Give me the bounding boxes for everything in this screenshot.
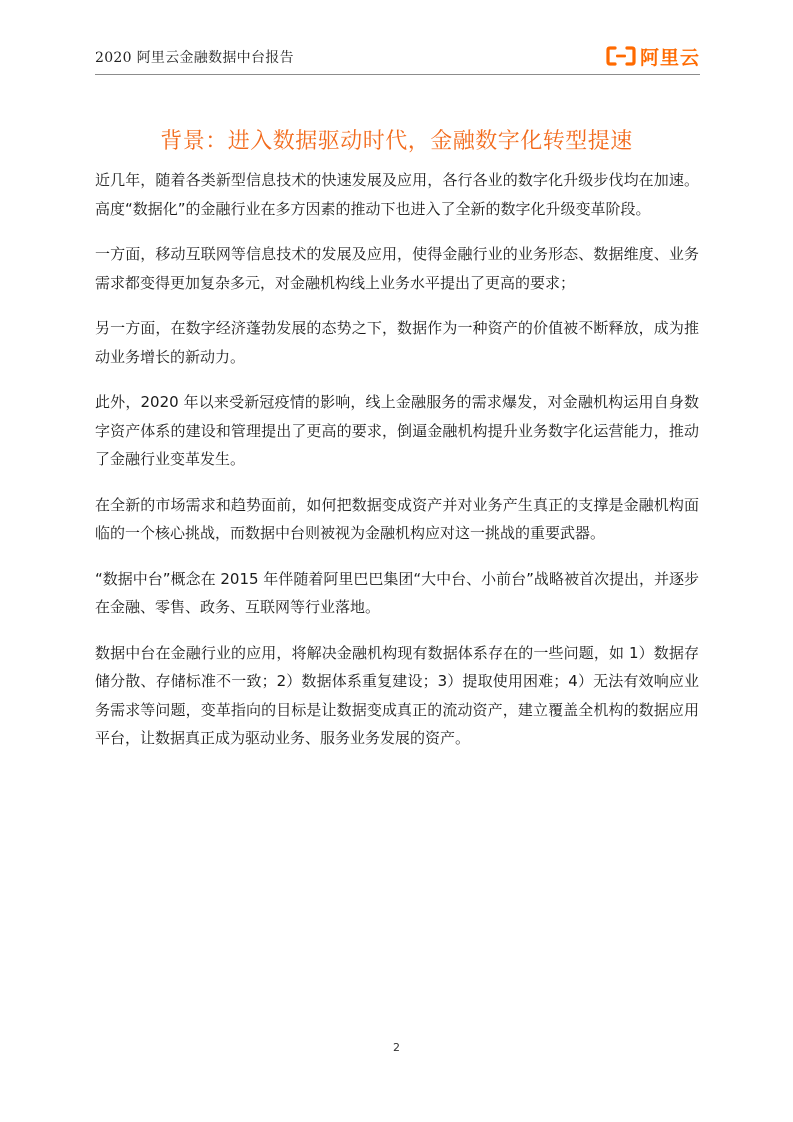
paragraph-3: 另一方面，在数字经济蓬勃发展的态势之下，数据作为一种资产的价值被不断释放，成为推动业务增长的新动力。 xyxy=(95,319,699,366)
page-header xyxy=(95,40,700,75)
paragraph-2: 一方面，移动互联网等信息技术的发展及应用，使得金融行业的业务形态、数据维度、业务需求都变得更加复杂多元，对金融机构线上业务水平提出了更高的要求； xyxy=(95,245,699,292)
paragraph-4: 此外，2020 年以来受新冠疫情的影响，线上金融服务的需求爆发，对金融机构运用自身数字资产体系的建设和管理提出了更高的要求，倒逼金融机构提升业务数字化运营能力，推动了金融行业变革发生。 xyxy=(95,393,699,468)
paragraph-7: 数据中台在金融行业的应用，将解决金融机构现有数据体系存在的一些问题，如 1）数据存储分散、存储标准不一致；2）数据体系重复建设；3）提取使用困难；4）无法有效响应业务需求等问题，变革指向的目标是让数据变成真正的流动资产，建立覆盖全机构的数据应用平台，让数据真正成为驱动业务、服务业务发展的资产。 xyxy=(95,643,699,747)
header-title: 2020 阿里云金融数据中台报告 xyxy=(95,50,294,66)
body-content xyxy=(95,166,699,770)
page-number: 2 xyxy=(393,1041,400,1054)
aliyun-bracket-icon xyxy=(606,46,636,66)
paragraph-5: 在全新的市场需求和趋势面前，如何把数据变成资产并对业务产生真正的支撑是金融机构面临的一个核心挑战，而数据中台则被视为金融机构应对这一挑战的重要武器。 xyxy=(95,495,699,542)
logo-text: 阿里云 xyxy=(639,46,700,69)
aliyun-logo xyxy=(606,44,700,68)
paragraph-6: “数据中台”概念在 2015 年伴随着阿里巴巴集团“大中台、小前台”战略被首次提出，并逐步在金融、零售、政务、互联网等行业落地。 xyxy=(95,569,699,616)
page-title: 背景：进入数据驱动时代，金融数字化转型提速 xyxy=(160,129,633,154)
paragraph-1: 近几年，随着各类新型信息技术的快速发展及应用，各行各业的数字化升级步伐均在加速。高度“数据化”的金融行业在多方因素的推动下也进入了全新的数字化升级变革阶段。 xyxy=(95,171,699,218)
